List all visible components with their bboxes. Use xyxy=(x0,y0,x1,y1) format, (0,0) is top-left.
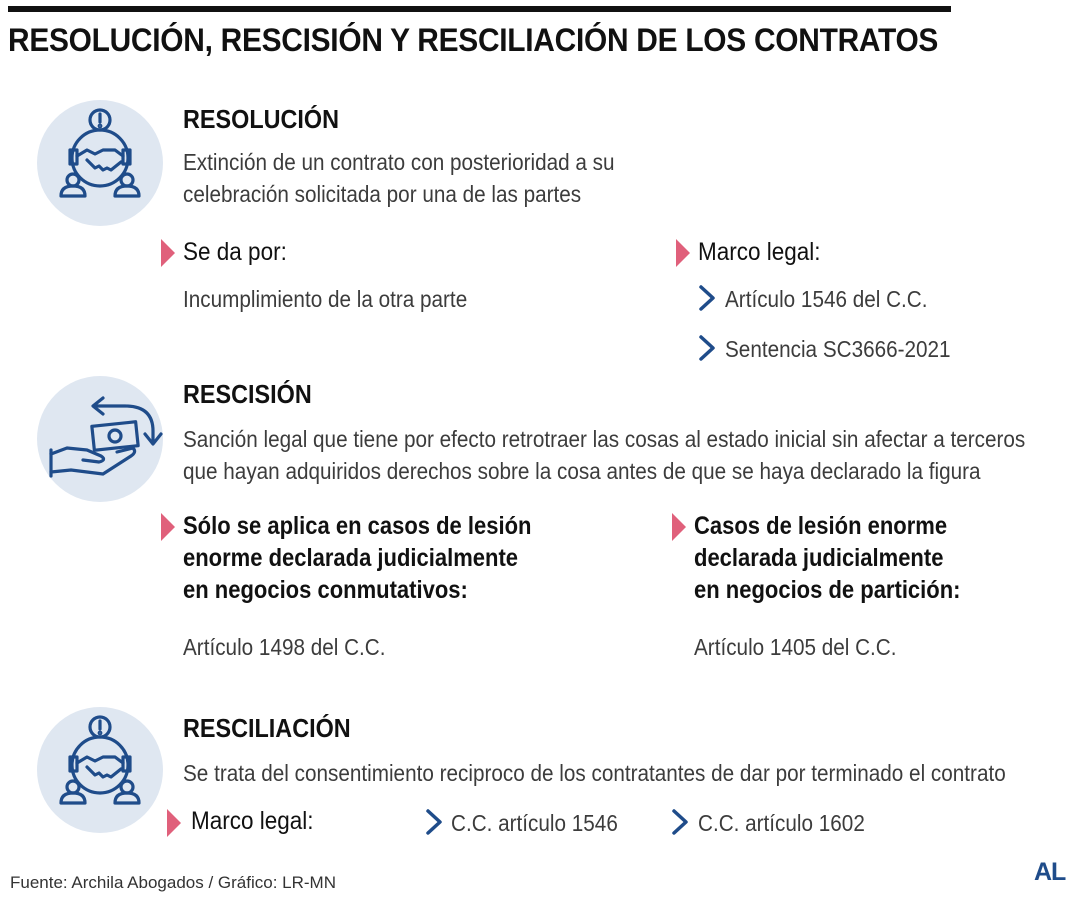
rescision-left-line1: Sólo se aplica en casos de lesión xyxy=(183,512,532,540)
rescision-right-line1: Casos de lesión enorme xyxy=(694,512,948,540)
pink-triangle-icon xyxy=(672,513,686,541)
chevron-right-icon xyxy=(697,333,719,363)
rescision-heading: RESCISIÓN xyxy=(183,379,312,409)
resolucion-desc-line2: celebración solicitada por una de las partes xyxy=(183,181,582,207)
handshake-alert-icon xyxy=(37,707,163,833)
rescision-left-line2: enorme declarada judicialmente xyxy=(183,544,519,572)
resciliacion-ref2: C.C. artículo 1602 xyxy=(698,810,865,836)
resolucion-desc-line1: Extinción de un contrato con posterioridad a su xyxy=(183,149,615,175)
chevron-right-icon xyxy=(697,283,719,313)
rescision-left-line3: en negocios conmutativos: xyxy=(183,576,468,604)
main-title: RESOLUCIÓN, RESCISIÓN Y RESCILIACIÓN DE LOS CONTRATOS xyxy=(8,22,939,58)
rescision-right-line2: declarada judicialmente xyxy=(694,544,944,572)
pink-triangle-icon xyxy=(161,513,175,541)
money-return-icon xyxy=(37,376,163,502)
chevron-right-icon xyxy=(424,807,446,837)
resciliacion-heading: RESCILIACIÓN xyxy=(183,713,351,743)
resciliacion-desc: Se trata del consentimiento reciproco de los contratantes de dar por terminado el contrato xyxy=(183,760,1006,786)
rescision-right-ref: Artículo 1405 del C.C. xyxy=(694,634,897,660)
resciliacion-marco-legal: Marco legal: xyxy=(191,807,314,835)
handshake-alert-icon xyxy=(37,100,163,226)
source-credit: Fuente: Archila Abogados / Gráfico: LR-MN xyxy=(10,873,336,892)
top-rule xyxy=(8,6,951,12)
resciliacion-ref1: C.C. artículo 1546 xyxy=(451,810,618,836)
incumplimiento-text: Incumplimiento de la otra parte xyxy=(183,286,468,312)
marco-legal-label: Marco legal: xyxy=(698,238,821,266)
resolucion-ref2: Sentencia SC3666-2021 xyxy=(725,336,951,362)
resolucion-ref1: Artículo 1546 del C.C. xyxy=(725,286,928,312)
pink-triangle-icon xyxy=(161,239,175,267)
rescision-left-ref: Artículo 1498 del C.C. xyxy=(183,634,386,660)
chevron-right-icon xyxy=(670,807,692,837)
rescision-right-line3: en negocios de partición: xyxy=(694,576,961,604)
brand-logo: AL xyxy=(1034,858,1066,886)
se-da-por-label: Se da por: xyxy=(183,238,287,266)
resolucion-heading: RESOLUCIÓN xyxy=(183,104,340,134)
pink-triangle-icon xyxy=(167,809,181,837)
pink-triangle-icon xyxy=(676,239,690,267)
rescision-desc-line1: Sanción legal que tiene por efecto retrotraer las cosas al estado inicial sin afectar a terceros xyxy=(183,426,1026,452)
rescision-desc-line2: que hayan adquiridos derechos sobre la cosa antes de que se haya declarado la figura xyxy=(183,458,981,484)
